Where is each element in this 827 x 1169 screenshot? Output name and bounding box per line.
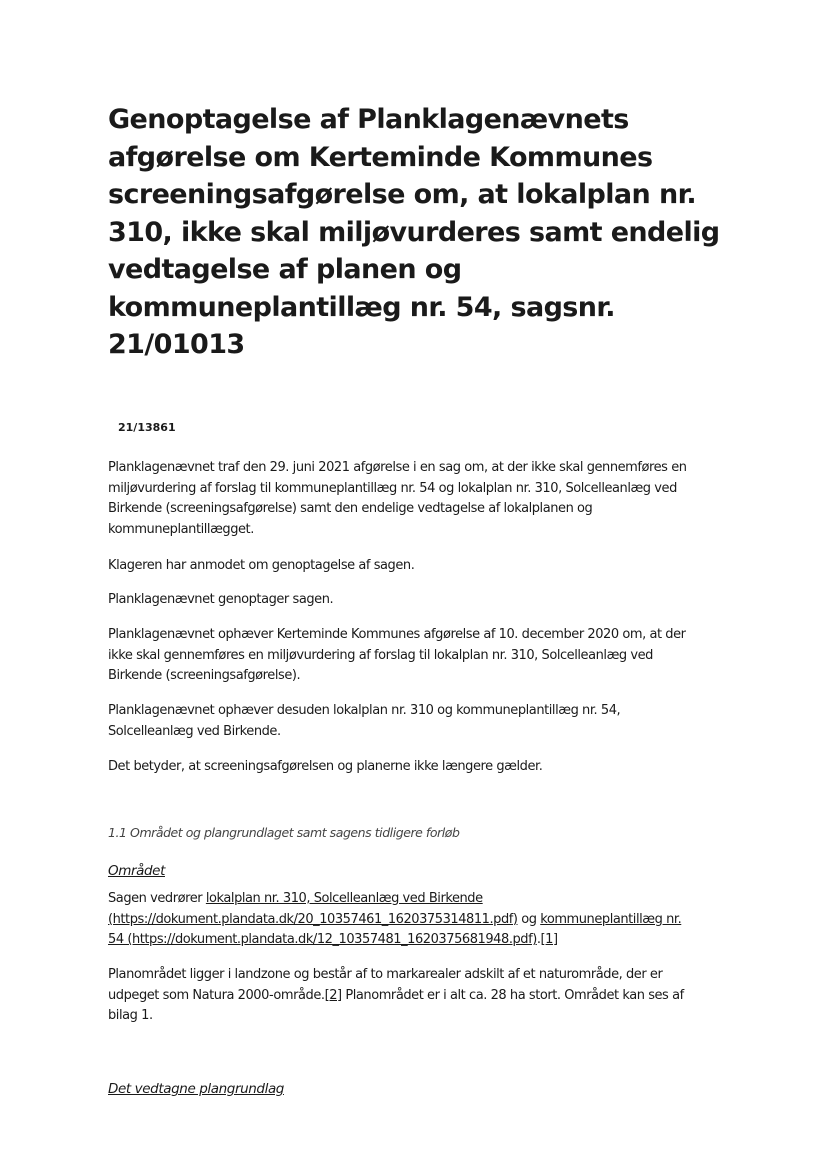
footnote-link-2[interactable]: [2] [324,987,342,1003]
section-heading: 1.1 Området og plangrundlaget samt sagens tidligere forløb [108,825,460,840]
text-line: Planområdet ligger i landzone og består af to markarealer adskilt af et naturområde, der er [108,967,663,982]
text-line [108,986,684,1007]
subheading-plangrundlag: Det vedtagne plangrundlag [108,1081,284,1097]
text-span: Sagen vedrører [108,891,206,906]
subheading-omraadet: Området [108,863,165,879]
title-line: 21/01013 [108,329,245,360]
paragraph-decision [108,458,687,540]
paragraph-consequence [108,757,542,778]
title-line: vedtagelse af planen og [108,254,462,285]
text-span: udpeget som Natura 2000-område. [108,987,325,1003]
link-lokalplan[interactable]: lokalplan nr. 310, Solcelleanlæg ved Birkende [205,891,483,906]
title-line: screeningsafgørelse om, at lokalplan nr. [108,179,697,210]
text-line [108,930,681,951]
title-line: kommuneplantillæg nr. 54, sagsnr. [108,291,615,323]
text-line: Solcelleanlæg ved Birkende. [108,723,281,739]
text-line: Planklagenævnet ophæver desuden lokalplan nr. 310 og kommuneplantillæg nr. 54, [108,703,621,718]
link-kommuneplantillaeg-url[interactable]: 54 (https://dokument.plandata.dk/12_10357481_1620375681948.pdf) [108,932,537,948]
text-span: og [517,911,541,927]
text-line: bilag 1. [108,1008,153,1024]
case-number: 21/13861 [118,421,176,434]
paragraph-reopen [108,590,333,611]
text-line: Planklagenævnet traf den 29. juni 2021 afgørelse i en sag om, at der ikke skal gennemføres en [108,460,687,475]
paragraph-annul-plans [108,701,620,742]
text-line: ikke skal gennemføres en miljøvurdering af forslag til lokalplan nr. 310, Solcelleanlæg ved [108,647,653,663]
paragraph-annul-screening [108,625,686,687]
document-title [108,101,728,364]
footnote-link-1[interactable]: [1] [540,932,558,948]
title-line: Genoptagelse af Planklagenævnets [108,104,629,135]
text-line: Klageren har anmodet om genoptagelse af sagen. [108,558,415,573]
paragraph-request [108,556,414,577]
link-kommuneplantillaeg[interactable]: kommuneplantillæg nr. [540,911,682,927]
text-line: Birkende (screeningsafgørelse). [108,668,301,684]
title-line: afgørelse om Kerteminde Kommunes [108,141,653,173]
text-span: Planområdet er i alt ca. 28 ha stort. Området kan ses af [341,987,684,1003]
link-lokalplan-url[interactable]: (https://dokument.plandata.dk/20_10357461_1620375314811.pdf) [108,911,518,927]
paragraph-omraadet-1 [108,889,681,951]
text-span: . [536,932,541,948]
text-line [108,889,681,910]
text-line: Planklagenævnet ophæver Kerteminde Kommunes afgørelse af 10. december 2020 om, at der [108,627,686,642]
text-line: Birkende (screeningsafgørelse) samt den endelige vedtagelse af lokalplanen og [108,501,593,517]
paragraph-omraadet-2 [108,965,684,1027]
text-line: Det betyder, at screeningsafgørelsen og planerne ikke længere gælder. [108,759,543,774]
text-line: Planklagenævnet genoptager sagen. [108,592,334,607]
text-line: miljøvurdering af forslag til kommuneplantillæg nr. 54 og lokalplan nr. 310, Solcelleanlæg ved [108,480,677,496]
title-line: 310, ikke skal miljøvurderes samt endelig [108,216,720,248]
text-line [108,910,681,931]
text-line: kommuneplantillægget. [108,521,254,537]
